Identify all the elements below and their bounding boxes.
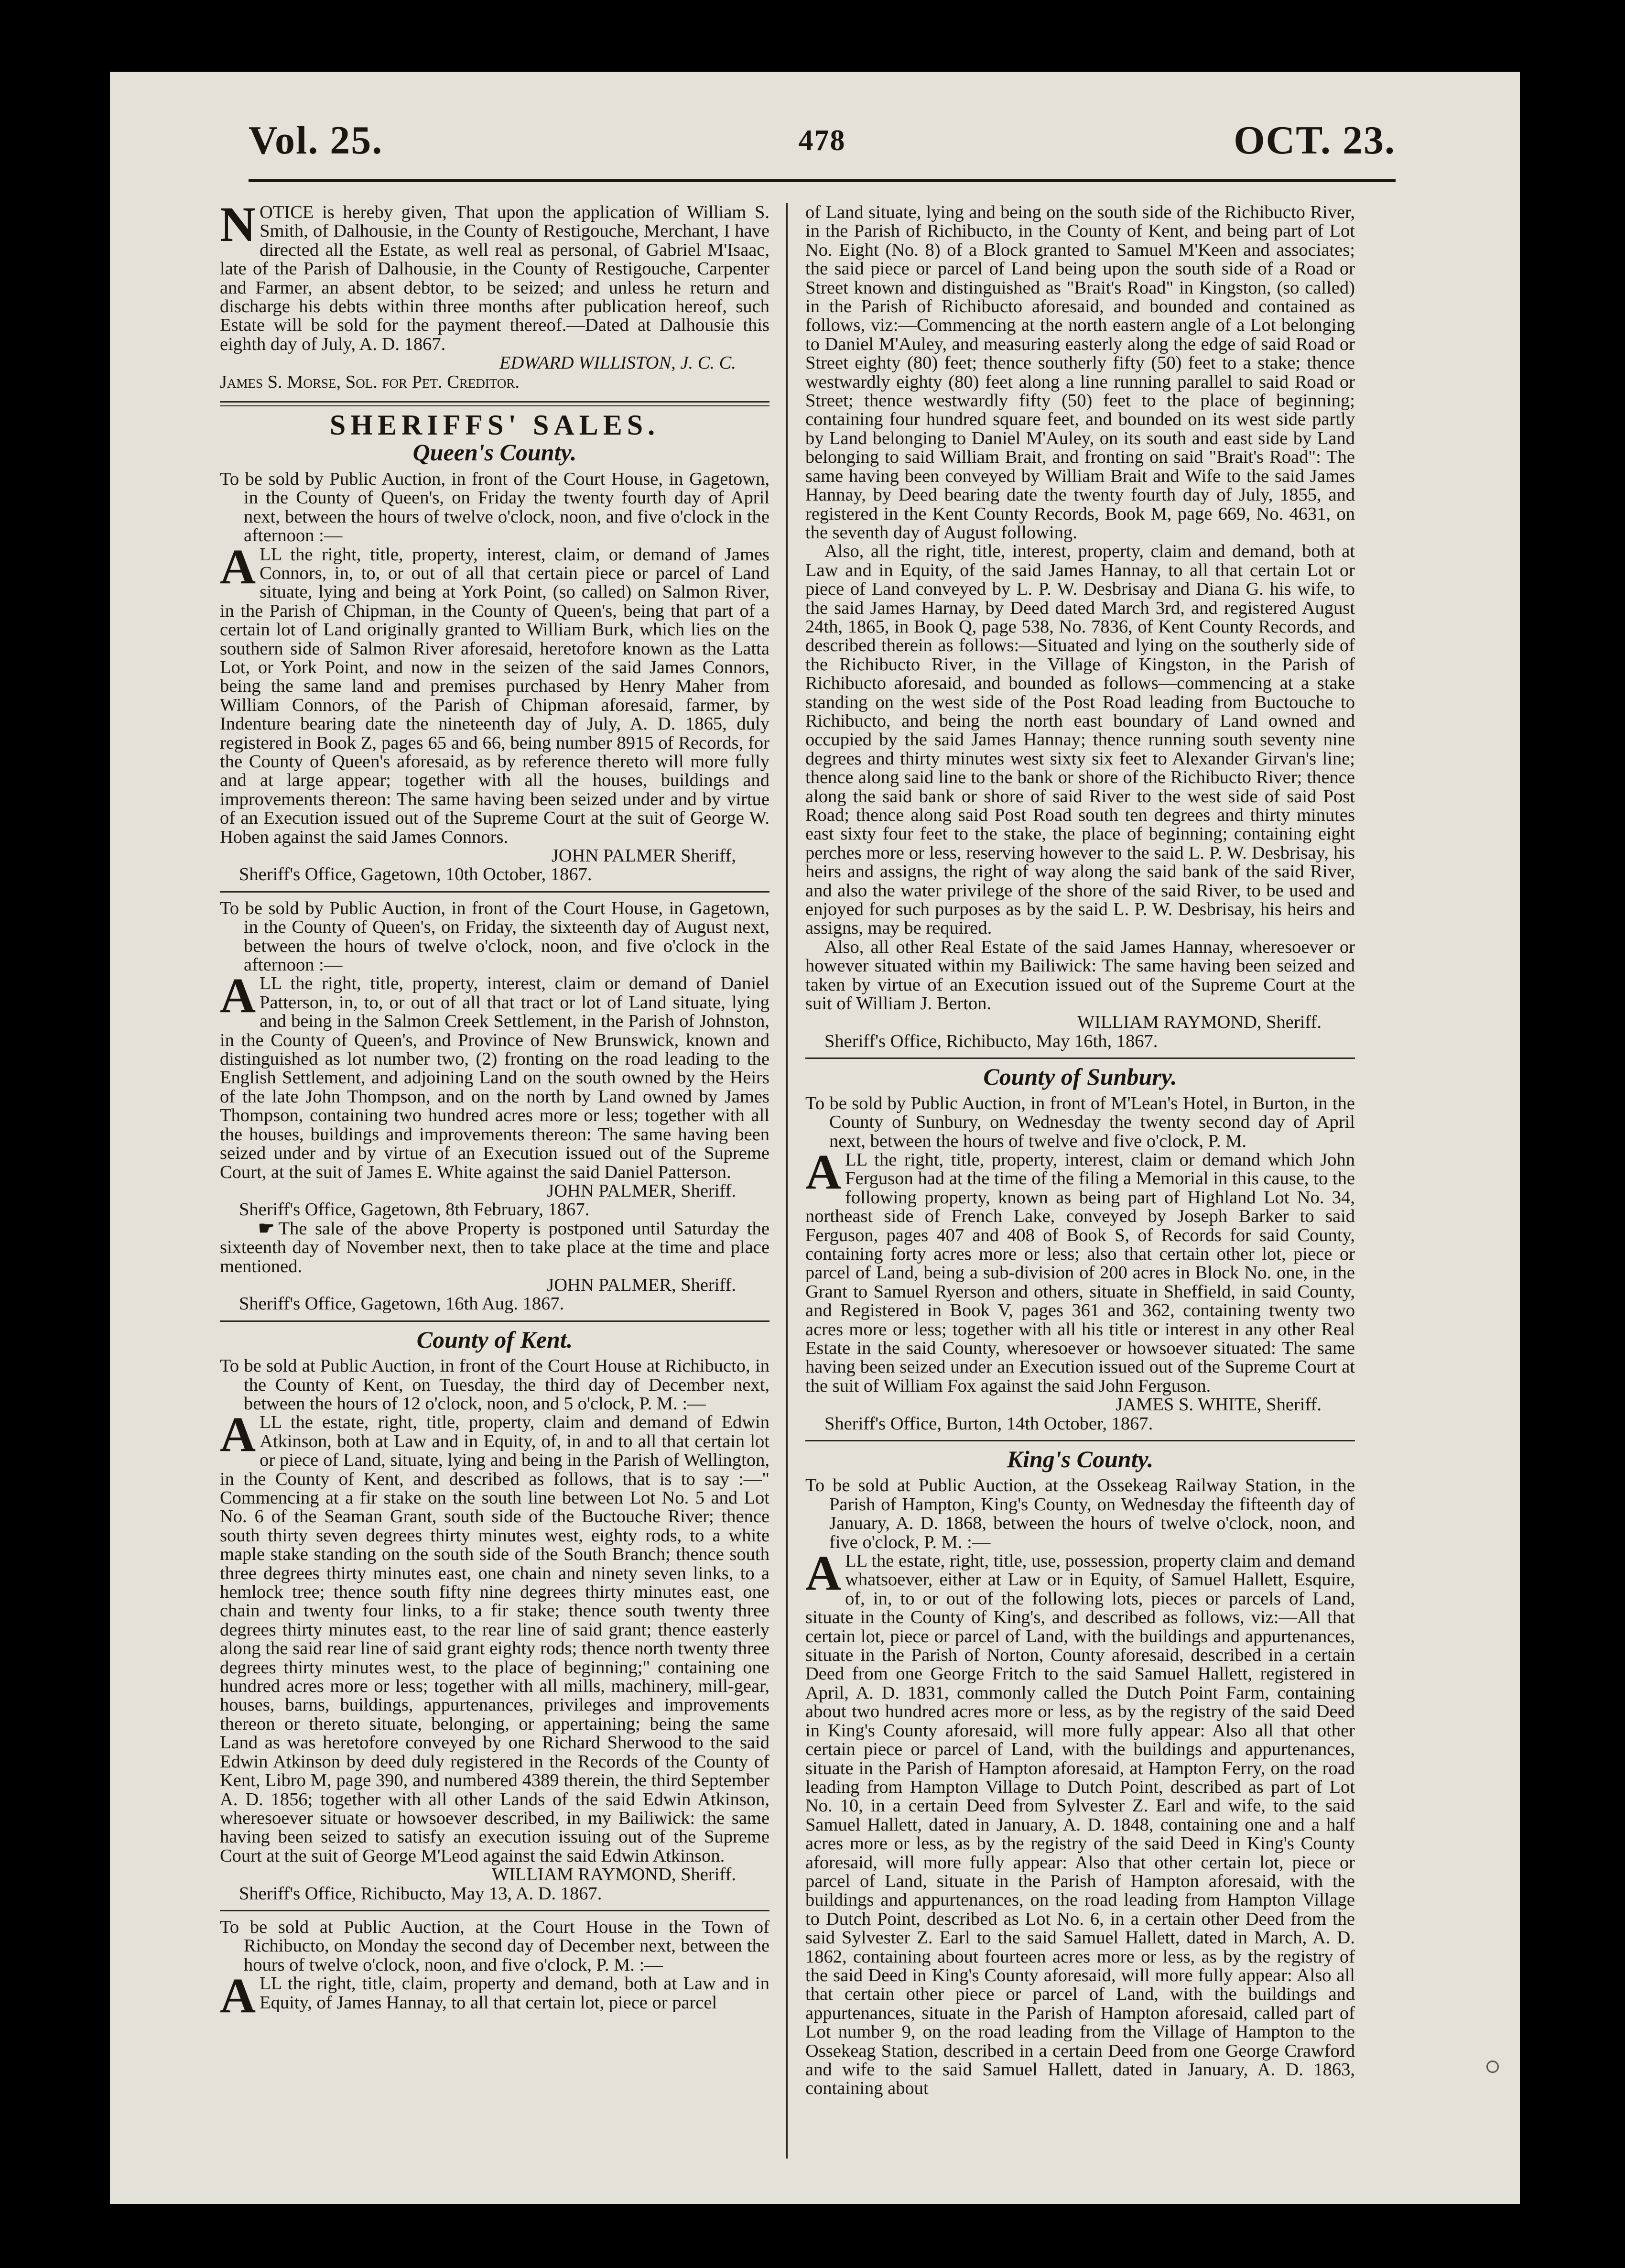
header-rule — [249, 179, 1396, 182]
kent-sale2-also2: Also, all other Real Estate of the said James Hannay, wheresoever or however situated within my Bailiwick: The same having been seized and taken by virtue of an Execution issued out of the Supreme Court at the suit of William J. Berton. — [805, 937, 1355, 1014]
kent-sale1-body-paragraph — [220, 1407, 769, 1866]
queens-sale1-office: Sheriff's Office, Gagetown, 10th October, 1867. — [239, 864, 592, 885]
kent-sale1-office: Sheriff's Office, Richibucto, May 13, A. D. 1867. — [239, 1883, 602, 1904]
dropcap: A — [220, 968, 256, 1024]
kings-intro: To be sold at Public Auction, at the Ossekeag Railway Station, in the Parish of Hampton, King's County, on Wednesday the fifteenth day of January, A. D. 1868, between the hours of twelve o'clock, noon, and five o'clock, P. M. :— — [805, 1475, 1355, 1552]
punch-hole-mark — [1486, 2061, 1499, 2073]
queens-sale1-intro: To be sold by Public Auction, in front of the Court House, in Gagetown, in the County of Queen's, on Friday the twenty fourth day of April next, between the hours of twelve o'clock, noon, and five o'clock in the afternoon :— — [220, 469, 769, 546]
dropcap: A — [805, 1144, 842, 1199]
notice-solicitor: James S. Morse, Sol. for Pet. Creditor. — [220, 371, 520, 392]
divider — [805, 1440, 1355, 1441]
queens-sale2-body: LL the right, title, property, interest, claim or demand of Daniel Patterson, in, to, or out of all that tract or lot of Land situate, lying and being in the Salmon Creek Settlement, in the Parish of Johnston, in the County of Queen's, and Province of New Brunswick, known and distinguished as lot number two, (2) fronting on the road leading to the English Settlement, and adjoining Land on the south owned by the Heirs of the late John Thompson, and on the north by Land owned by James Thompson, containing two hundred acres more or less; together with all the houses, buildings and improvements thereon: The same having been seized under and by virtue of an Execution issued out of the Supreme Court, at the suit of James E. White against the said Daniel Patterson. — [220, 973, 769, 1182]
kings-county-heading: King's County. — [1007, 1446, 1154, 1472]
kent-sale1-body: LL the estate, right, title, property, claim and demand of Edwin Atkinson, both at Law and in Equity, of, in and to all that certain lot or piece of Land, situate, lying and being in the Parish of Wellington, in the County of Kent, and described as follows, that is to say :—" Commencing at a fir stake on the south line between Lot No. 5 and Lot No. 6 of the Seaman Grant, south side of the Buctouche River; thence south thirty seven degrees thirty minutes west, eighty rods, to a white maple stake standing on the south side of the South Branch; thence south three degrees thirty minutes east, one chain and ninety seven links, to a hemlock tree; thence south fifty nine degrees thirty minutes east, one chain and twenty four links, to a fir stake; thence south twenty three degrees thirty minutes east, to the rear line of said grant; thence easterly along the said rear line of said grant eighty rods; thence north twenty three degrees thirty minutes west, to the place of beginning;" containing one hundred acres more or less; together with all mills, machinery, mill-gear, houses, barns, buildings, appurtenances, privileges and improvements thereon or thereto situate, belonging, or appertaining; being the same Land as was heretofore conveyed by one Richard Sherwood to the said Edwin Atkinson by deed duly registered in the Records of the County of Kent, Libro M, page 390, and numbered 4389 therein, the third September A. D. 1856; together with all other Lands of the said Edwin Atkinson, wheresoever situate or howsoever described, in my Bailiwick: the same having been seized to satisfy an execution issuing out of the Supreme Court at the suit of George M'Leod against the said Edwin Atkinson. — [220, 1412, 769, 1866]
kent-county-heading: County of Kent. — [416, 1326, 573, 1353]
page-header — [249, 117, 1396, 174]
dropcap: A — [220, 539, 256, 594]
queens-county-heading: Queen's County. — [412, 439, 577, 466]
notice-body: OTICE is hereby given, That upon the application of William S. Smith, of Dalhousie, in the County of Restigouche, Merchant, I have directed all the Estate, as well real as personal, of Gabriel M'Isaac, late of the Parish of Dalhousie, in the County of Restigouche, Carpenter and Farmer, an absent debtor, to be seized; and unless he return and discharge his debts within three months after publication hereof, such Estate will be sold for the payment thereof.—Dated at Dalhousie this eighth day of July, A. D. 1867. — [220, 202, 769, 354]
queens-sale2-body-paragraph — [220, 968, 769, 1182]
kent-sale2-body-paragraph — [220, 1968, 769, 2024]
sunbury-body-paragraph — [805, 1144, 1355, 1396]
notice-paragraph — [220, 197, 769, 354]
sunbury-signature: JAMES S. WHITE, Sheriff. — [1116, 1395, 1322, 1415]
queens-postponed-paragraph — [220, 1220, 769, 1276]
queens-postponed: The sale of the above Property is postponed until Saturday the sixteenth day of November next, then to take place at the time and place mentioned. — [220, 1218, 769, 1276]
divider — [805, 1058, 1355, 1059]
queens-sale1-body-paragraph — [220, 539, 769, 847]
notice-signature: EDWARD WILLISTON, J. C. C. — [499, 353, 736, 373]
queens-sale1-signature: JOHN PALMER Sheriff, — [551, 846, 736, 866]
pointing-hand-icon: ☛ — [258, 1218, 275, 1239]
queens-sale2-intro: To be sold by Public Auction, in front of the Court House, in Gagetown, in the County of Queen's, on Friday, the sixteenth day of August next, between the hours of twelve o'clock, noon, and five o'clock in the afternoon :— — [220, 898, 769, 975]
kent-sale1-intro: To be sold at Public Auction, in front of the Court House at Richibucto, in the County of Kent, on Tuesday, the third day of December next, between the hours of 12 o'clock, noon, and 5 o'clock, P. M. :— — [220, 1356, 769, 1414]
right-column — [805, 203, 1355, 2098]
notice-block — [220, 197, 769, 392]
queens-sale2-signature: JOHN PALMER, Sheriff. — [547, 1180, 736, 1201]
kent-sale2-signature: WILLIAM RAYMOND, Sheriff. — [1077, 1012, 1322, 1033]
left-column — [220, 197, 769, 2024]
dropcap: A — [220, 1968, 256, 2024]
kent-sale2-office: Sheriff's Office, Richibucto, May 16th, 1867. — [824, 1031, 1158, 1051]
sunbury-office: Sheriff's Office, Burton, 14th October, 1867. — [824, 1413, 1153, 1434]
kings-body: LL the estate, right, title, use, possession, property claim and demand whatsoever, either at Law or in Equity, of Samuel Hallett, Esquire, of, in, to or out of the following lots, pieces or parcels of Land, situate in the County of King's, and described as follows, viz:—All that certain lot, piece or parcel of Land, with the buildings and appurtenances, situate in the Parish of Norton, County aforesaid, described in a certain Deed from one George Fritch to the said Samuel Hallett, registered in April, A. D. 1831, commonly called the Dutch Point Farm, containing about two hundred acres more or less, as by the registry of the said Deed in King's County aforesaid, will more fully appear: Also all that other certain piece or parcel of Land, with the buildings and appurtenances, situate in the Parish of Hampton aforesaid, at Hampton Ferry, on the road leading from Hampton Village to Dutch Point, described as part of Lot No. 10, in a certain Deed from Sylvester Z. Earl and wife, to the said Samuel Hallett, dated in January, A. D. 1848, containing one and a half acres more or less, as by the registry of the said Deed in King's County aforesaid, will more fully appear: Also that other certain lot, piece or parcel of Land, situate in the Parish of Hampton aforesaid, with the buildings and appurtenances, on the road leading from Hampton Village to Dutch Point, described as Lot No. 6, in a certain other Deed from the said Sylvester Z. Earl to the said Samuel Hallett, dated in March, A. D. 1862, containing about fourteen acres more or less, as by the registry of the said Deed in King's County aforesaid, will more fully appear: Also all that certain other piece or parcel of Land, with the buildings and appurtenances, situate in the Parish of Hampton aforesaid, called part of Lot number 9, on the road leading from the Village of Hampton to the Ossekeag Station, described in a certain Deed from one George Crawford and wife to the said Samuel Hallett, dated in January, A. D. 1863, containing about — [805, 1551, 1355, 2099]
dropcap: N — [220, 197, 256, 252]
kent-sale2-body-right: of Land situate, lying and being on the south side of the Richibucto River, in the Parish of Richibucto, in the County of Kent, and being part of Lot No. Eight (No. 8) of a Block granted to Samuel M'Keen and associates; the said piece or parcel of Land being upon the south side of a Road or Street known and distinguished as "Brait's Road" in Kingston, (so called) in the Parish of Richibucto aforesaid, and bounded and contained as follows, viz:—Commencing at the north eastern angle of a Lot belonging to Daniel M'Auley, and measuring easterly along the edge of said Road or Street eighty (80) feet; thence southerly fifty (50) feet to a stake; thence westwardly eighty (80) feet along a line running parallel to said Road or Street; thence westwardly fifty (50) feet to the place of beginning; containing four hundred square feet, and bounded on its west side partly by Land belonging to Daniel M'Auley, on its south and east side by Land belonging to said William Brait, and fronting on said "Brait's Road": The same having been conveyed by William Brait and Wife to the said James Hannay, by Deed bearing date the twenty fourth day of July, 1855, and registered in the Kent County Records, Book M, page 669, No. 4631, on the seventh day of August following. — [805, 202, 1355, 543]
queens-sale2-office2: Sheriff's Office, Gagetown, 16th Aug. 1867. — [239, 1294, 564, 1314]
divider — [220, 891, 769, 893]
kent-sale1-signature: WILLIAM RAYMOND, Sheriff. — [491, 1865, 736, 1885]
column-divider — [786, 203, 788, 2159]
kent-sale2-also1: Also, all the right, title, interest, property, claim and demand, both at Law and in Equity, of the said James Hannay, to all that certain Lot or piece of Land conveyed by L. P. W. Desbrisay and Diana G. his wife, to the said James Harnay, by Deed dated March 3rd, and registered August 24th, 1865, in Book Q, page 538, No. 7836, of Kent County Records, and described therein as follows:—Situated and lying on the southerly side of the Richibucto River, in the Village of Kingston, in the Parish of Richibucto aforesaid, and bounded as follows—commencing at a stake standing on the west side of the Post Road leading from Buctouche to Richibucto, and being the north east boundary of Land owned and occupied by the said James Hannay; thence running south seventy nine degrees and thirty minutes west sixty six feet to Alexander Girvan's line; thence along said line to the bank or shore of the Richibucto River; thence along the said bank or shore of said River to the west side of said Post Road; thence along said Post Road south ten degrees and thirty minutes east sixty four feet to the stake, the place of beginning; containing eight perches more or less, reserving however to the said L. P. W. Desbrisay, his heirs and assigns, the right of way along the said bank of the said River, and also the water privilege of the shore of the said River, to be used and enjoyed for such purposes as by the said L. P. W. Desbrisay, his heirs and assigns, may be required. — [805, 541, 1355, 938]
sunbury-body: LL the right, title, property, interest, claim or demand which John Ferguson had at the time of the filing a Memorial in this cause, to the following property, known as being part of Highland Lot No. 34, northeast side of French Lake, conveyed by Joseph Barker to said Ferguson, pages 407 and 408 of Book S, of Records for said County, containing forty acres more or less; also that certain other lot, piece or parcel of Land, being a sub-division of 200 acres in Block No. one, in the Grant to Samuel Ryerson and others, situate in Sheffield, in said County, and Registered in Book V, pages 361 and 362, containing twenty two acres more or less; together with all his title or interest in any other Real Estate in the said County, wheresoever or howsoever situated: The same having been seized under an Execution issued out of the Supreme Court at the suit of William Fox against the said John Ferguson. — [805, 1149, 1355, 1396]
queens-sale1-body: LL the right, title, property, interest, claim, or demand of James Connors, in, to, or out of all that certain piece or parcel of Land situate, lying and being at York Point, (so called) on Salmon River, in the Parish of Chipman, in the County of Queen's, being that part of a certain lot of Land originally granted to William Burk, which lies on the southern side of Salmon River aforesaid, heretofore known as the Latta Lot, or York Point, and now in the seizen of the said James Connors, being the same land and premises purchased by Henry Maher from William Connors, of the Parish of Chipman aforesaid, farmer, by Indenture bearing date the nineteenth day of July, A. D. 1865, duly registered in Book Z, pages 65 and 66, being number 8915 of Records, for the County of Queen's aforesaid, as by reference thereto will more fully and at large appear; together with all the houses, buildings and improvements thereon: The same having been seized under and by virtue of an Execution issued out of the Supreme Court at the suit of George W. Hoben against the said James Connors. — [220, 544, 769, 847]
kent-sale2-intro: To be sold at Public Auction, at the Court House in the Town of Richibucto, on Monday the second day of December next, between the hours of twelve o'clock, noon, and five o'clock, P. M. :— — [220, 1917, 769, 1975]
dropcap: A — [220, 1407, 256, 1462]
issue-date: OCT. 23. — [1234, 118, 1396, 163]
volume-label: Vol. 25. — [249, 118, 383, 163]
queens-sale2-signature2: JOHN PALMER, Sheriff. — [547, 1275, 736, 1295]
sunbury-intro: To be sold by Public Auction, in front of M'Lean's Hotel, in Burton, in the County of Sunbury, on Wednesday the twenty second day of April next, between the hours of twelve and five o'clock, P. M. — [805, 1093, 1355, 1151]
section-rule — [220, 401, 769, 406]
kent-sale2-body-left: LL the right, title, claim, property and demand, both at Law and in Equity, of James Hannay, to all that certain lot, piece or parcel — [260, 1974, 769, 2013]
divider — [220, 1320, 769, 1322]
divider — [220, 1910, 769, 1911]
page-number: 478 — [798, 124, 846, 157]
sunbury-county-heading: County of Sunbury. — [983, 1063, 1177, 1090]
section-title: SHERIFFS' SALES. — [329, 409, 660, 441]
kings-body-paragraph — [805, 1546, 1355, 2099]
queens-sale2-office: Sheriff's Office, Gagetown, 8th February, 1867. — [239, 1199, 590, 1220]
dropcap: A — [805, 1546, 842, 1601]
